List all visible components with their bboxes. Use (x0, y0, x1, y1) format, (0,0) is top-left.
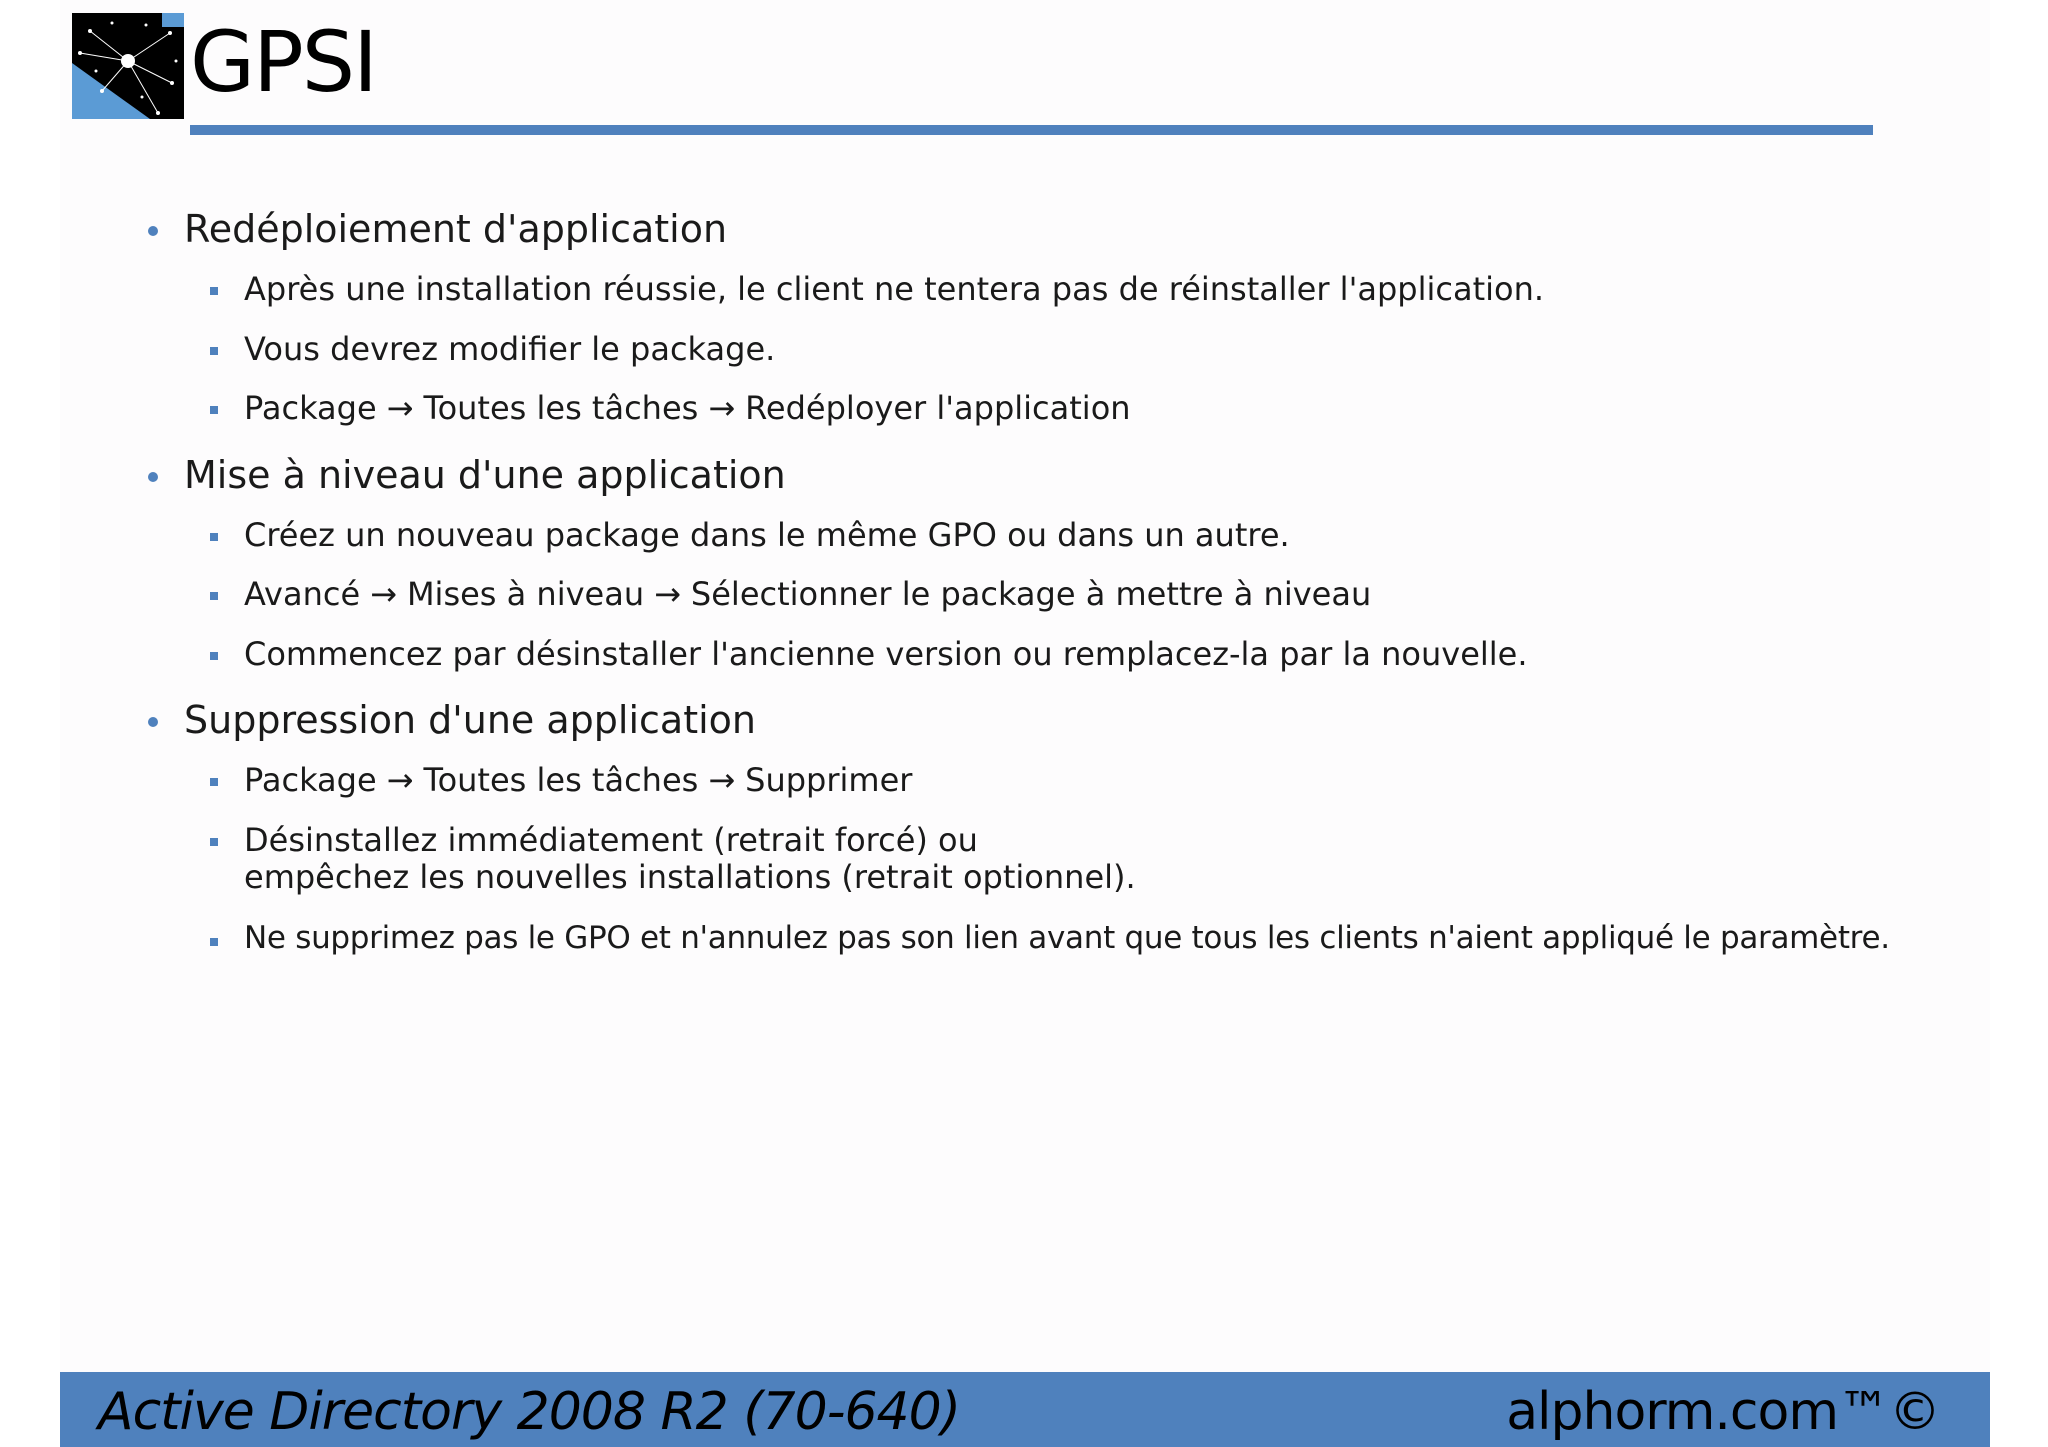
left-margin (0, 0, 60, 1447)
path-step: Package (244, 389, 377, 427)
footer-brand: alphorm.com™© (1506, 1382, 1940, 1442)
item-bullet (210, 778, 218, 786)
company-logo (72, 13, 184, 119)
title-underline (190, 125, 1873, 135)
arrow-right-icon: → (654, 575, 681, 613)
path-step: Sélectionner le package à mettre à niveau (690, 575, 1372, 613)
arrow-right-icon: → (386, 389, 414, 427)
item-bullet (210, 406, 218, 414)
item-bullet (210, 652, 218, 660)
item-bullet (210, 347, 218, 355)
path-step: Toutes les tâches (423, 761, 699, 799)
item-bullet (210, 838, 218, 846)
footer-course-title: Active Directory 2008 R2 (70-640) (98, 1382, 960, 1442)
slide-title: GPSI (190, 13, 376, 111)
path-step: Mises à niveau (406, 575, 645, 613)
item-bullet (210, 533, 218, 541)
item-bullet (210, 938, 218, 946)
path-step: Redéployer l'application (745, 389, 1131, 427)
section-heading: Suppression d'une application (184, 698, 756, 742)
section-bullet (148, 472, 158, 482)
list-item (244, 389, 1131, 427)
list-item: Créez un nouveau package dans le même GPO ou dans un autre. (244, 516, 1290, 554)
list-item (244, 575, 1371, 613)
arrow-right-icon: → (370, 575, 397, 613)
path-step: Toutes les tâches (423, 389, 699, 427)
section-bullet (148, 226, 158, 236)
list-item (244, 761, 912, 799)
path-step: Package (244, 761, 377, 799)
list-item: Commencez par désinstaller l'ancienne version ou remplacez-la par la nouvelle. (244, 635, 1528, 673)
list-item: Vous devrez modifier le package. (244, 330, 776, 368)
section-heading: Redéploiement d'application (184, 207, 728, 251)
item-bullet (210, 287, 218, 295)
list-item: Ne supprimez pas le GPO et n'annulez pas son lien avant que tous les clients n'aient appliqué le paramètre. (244, 920, 1890, 956)
section-bullet (148, 717, 158, 727)
list-item-line-2: empêchez les nouvelles installations (retrait optionnel). (244, 858, 1136, 896)
item-bullet (210, 592, 218, 600)
list-item: Après une installation réussie, le client ne tentera pas de réinstaller l'application. (244, 270, 1545, 308)
path-step: Avancé (244, 575, 361, 613)
arrow-right-icon: → (708, 389, 736, 427)
section-heading: Mise à niveau d'une application (184, 453, 786, 497)
list-item-line-1: Désinstallez immédiatement (retrait forcé) ou (244, 821, 978, 859)
path-step: Supprimer (745, 761, 913, 799)
footer-bar (60, 1372, 1990, 1447)
arrow-right-icon: → (386, 761, 414, 799)
arrow-right-icon: → (708, 761, 736, 799)
